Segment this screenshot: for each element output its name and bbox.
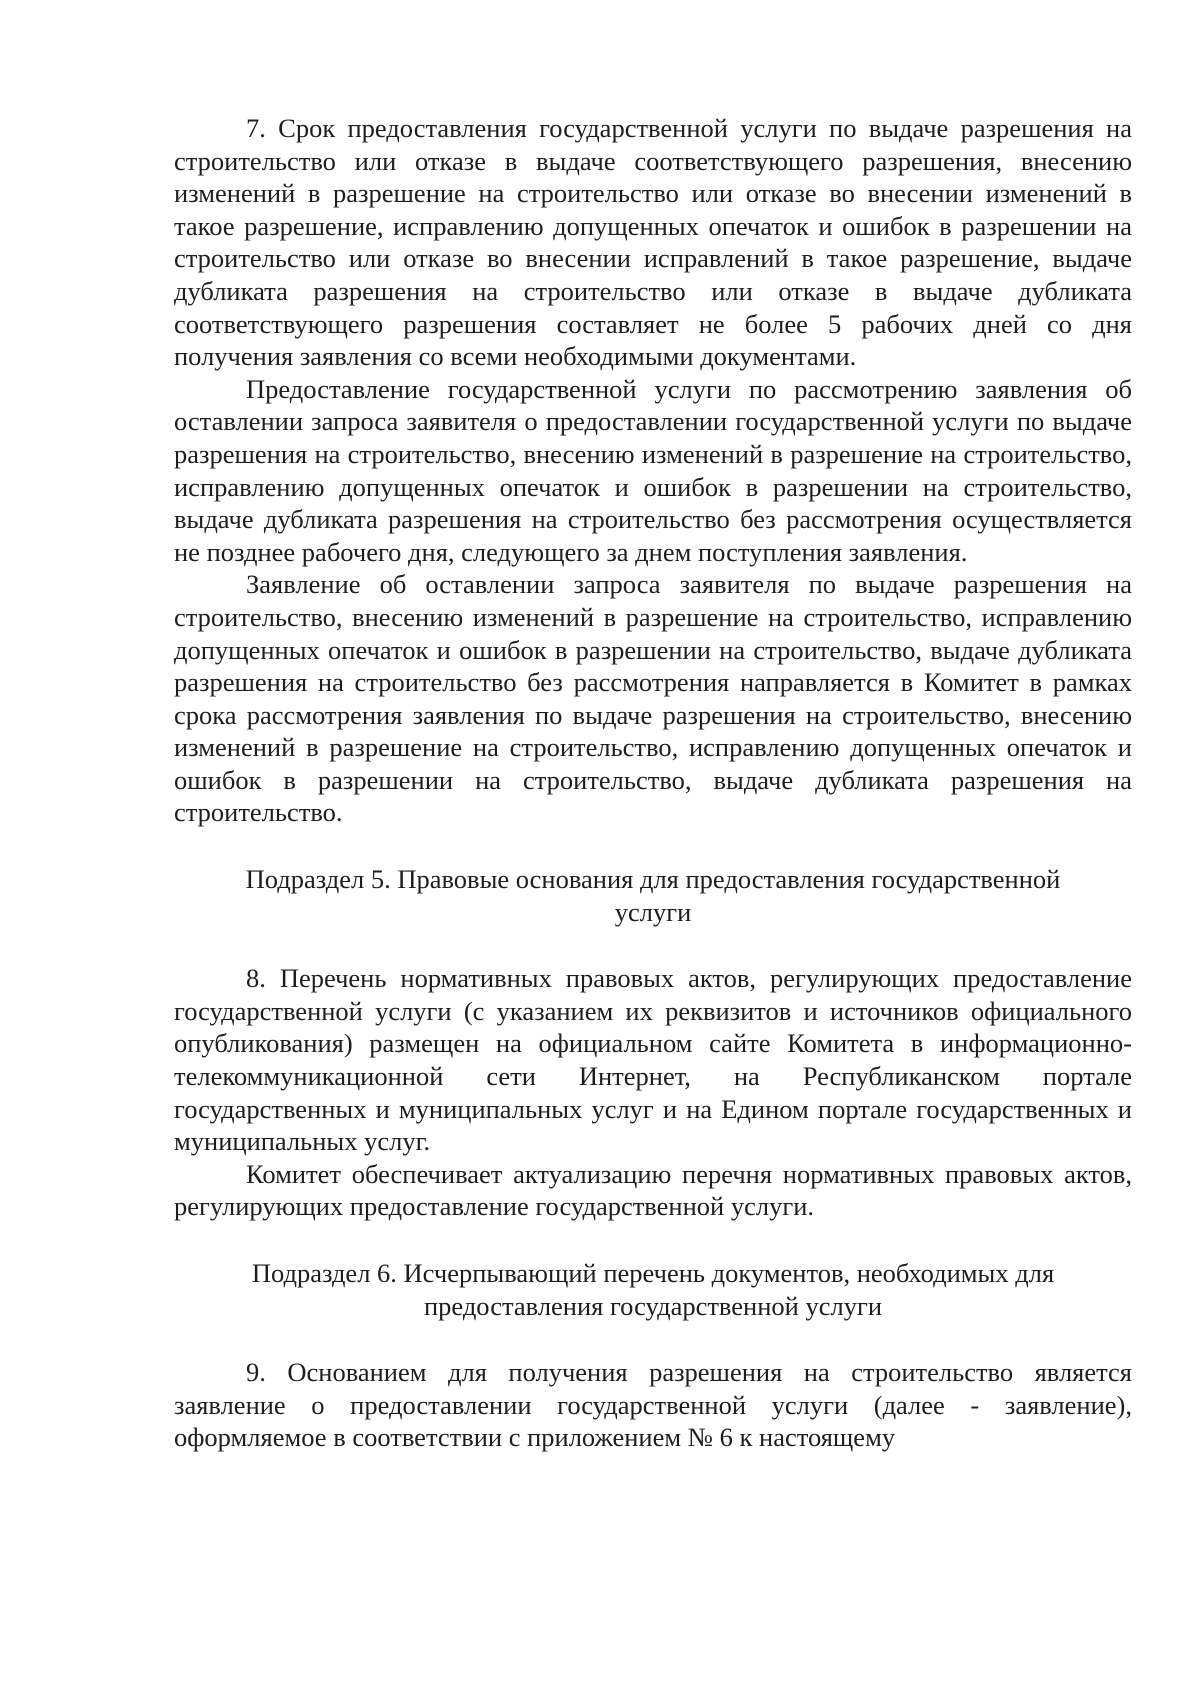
section-heading-5-line-1: Подраздел 5. Правовые основания для предоставления государственной [245, 864, 1061, 895]
section-heading-6-line-1: Подраздел 6. Исчерпывающий перечень документов, необходимых для [251, 1258, 1055, 1288]
spacer [174, 1223, 1132, 1257]
paragraph-7: 7. Срок предоставления государственной услуги по выдаче разрешения на строительство или отказе в выдаче соответствующего разрешения, внесению изменений в разрешение на строительство или отказе во внесении изменений в такое разрешение, исправлению допущенных опечаток и ошибок в разрешении на строительство или отказе во внесении исправлений в такое разрешение, выдаче дубликата разрешения на строительство или отказе в выдаче дубликата соответствующего разрешения составляет не более 5 рабочих дней со дня получения заявления со всеми необходимыми документами. [174, 113, 1132, 372]
paragraph-8-actualization: Комитет обеспечивает актуализацию перечня нормативных правовых актов, регулирующих предоставление государственной услуги. [174, 1158, 1132, 1222]
paragraph-8: 8. Перечень нормативных правовых актов, регулирующих предоставление государственной услуги (с указанием их реквизитов и источников официального опубликования) размещен на официальном сайте Комитета в информационно-телекоммуникационной сети Интернет, на Республиканском портале государственных и муниципальных услуг и на Едином портале государственных и муниципальных услуг. [174, 963, 1132, 1157]
paragraph-7-refusal-review: Предоставление государственной услуги по рассмотрению заявления об оставлении запроса заявителя о предоставлении государственной услуги по выдаче разрешения на строительство, внесению изменений в разрешение на строительство, исправлению допущенных опечаток и ошибок в разрешении на строительство, выдаче дубликата разрешения на строительство без рассмотрения осуществляется не позднее рабочего дня, следующего за днем поступления заявления. [174, 373, 1132, 567]
spacer [174, 928, 1132, 962]
section-heading-5 [174, 863, 1132, 928]
paragraph-9: 9. Основанием для получения разрешения на строительство является заявление о предоставлении государственной услуги (далее - заявление), оформляемое в соответствии с приложением № 6 к настоящему [174, 1357, 1132, 1453]
document-page [174, 112, 1132, 1454]
spacer [174, 1322, 1132, 1356]
section-heading-6-line-2: предоставления государственной услуги [423, 1290, 883, 1321]
paragraph-7-refusal-application: Заявление об оставлении запроса заявителя по выдаче разрешения на строительство, внесению изменений в разрешение на строительство, исправлению допущенных опечаток и ошибок в разрешении на строительство, выдаче дубликата разрешения на строительство без рассмотрения направляется в Комитет в рамках срока рассмотрения заявления по выдаче разрешения на строительство, внесению изменений в разрешение на строительство, исправлению допущенных опечаток и ошибок в разрешении на строительство, выдаче дубликата разрешения на строительство. [174, 569, 1132, 828]
section-heading-6 [174, 1257, 1132, 1322]
section-heading-5-line-2: услуги [614, 896, 692, 927]
spacer [174, 829, 1132, 863]
